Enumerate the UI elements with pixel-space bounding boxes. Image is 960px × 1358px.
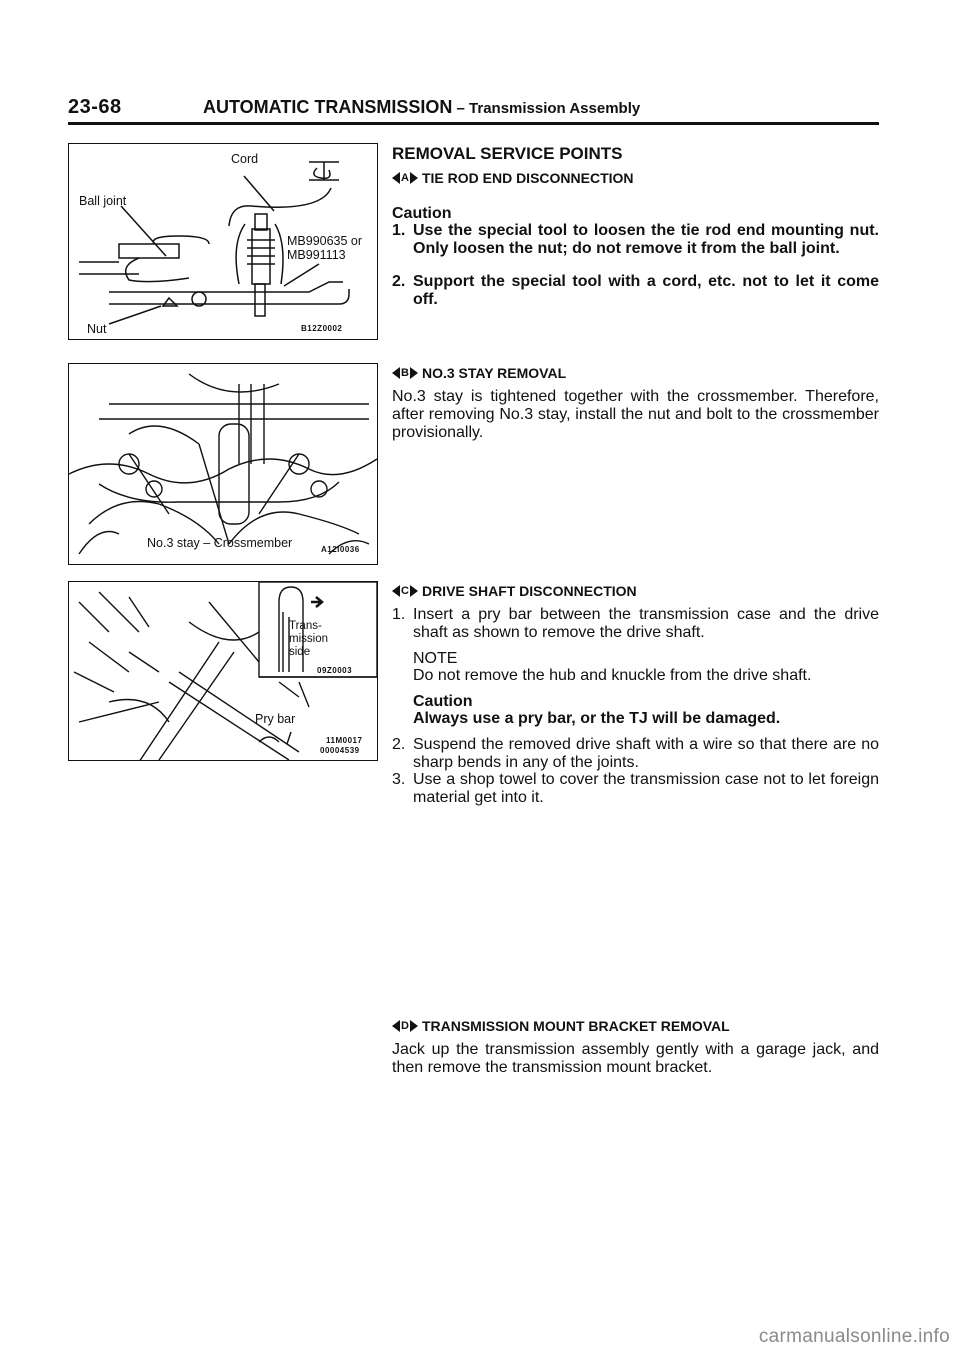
- item-text: Suspend the removed drive shaft with a wire so that there are no sharp bends in any of the joints.: [413, 736, 879, 771]
- section-b-title-text: NO.3 STAY REMOVAL: [421, 365, 567, 381]
- item-number: 2.: [392, 273, 406, 290]
- section-b-paragraph: No.3 stay is tightened together with the crossmember. Therefore, after removing No.3 stay, install the nut and bolt to the crossmember provisionally.: [392, 388, 879, 441]
- label-no3-stay: [147, 536, 292, 550]
- label-side: side: [289, 646, 311, 658]
- section-a-item-2: [392, 273, 879, 309]
- badge-d: D: [392, 1020, 418, 1032]
- header-main-title: AUTOMATIC TRANSMISSION: [203, 97, 453, 117]
- label-crossmember: Crossmember: [213, 536, 293, 550]
- section-c-title-text: DRIVE SHAFT DISCONNECTION: [421, 583, 637, 599]
- label-trans: Trans-: [289, 620, 322, 632]
- header-title: [203, 97, 640, 118]
- item-number: 3.: [392, 771, 406, 788]
- figure-tie-rod-end: [68, 143, 378, 340]
- caution-text: Always use a pry bar, or the TJ will be damaged.: [413, 710, 781, 727]
- section-a-title-text: TIE ROD END DISCONNECTION: [421, 170, 634, 186]
- caution-label: Caution: [413, 693, 473, 710]
- item-number: 1.: [392, 222, 406, 239]
- label-ball-joint: Ball joint: [79, 194, 127, 208]
- item-text: Support the special tool with a cord, etc. not to let it come off.: [413, 273, 879, 308]
- section-c-title: [392, 583, 637, 599]
- item-text: Use the special tool to loosen the tie rod end mounting nut. Only loosen the nut; do not remove it from the ball joint.: [413, 222, 879, 257]
- item-text: Use a shop towel to cover the transmission case not to let foreign material get into it.: [413, 771, 879, 806]
- watermark: carmanualsonline.info: [758, 1326, 950, 1347]
- header-rule: [68, 122, 879, 125]
- section-d-title-text: TRANSMISSION MOUNT BRACKET REMOVAL: [421, 1018, 730, 1034]
- label-nut: Nut: [87, 322, 107, 336]
- page-number: 23-68: [68, 96, 122, 118]
- no3-stay-illustration: [69, 364, 377, 564]
- section-c-item-1: [392, 606, 879, 642]
- item-number: 1.: [392, 606, 406, 623]
- section-d-title: [392, 1018, 730, 1034]
- label-tool-number-alt: MB991113: [287, 248, 346, 262]
- section-b-title: [392, 365, 566, 381]
- section-a-title: [392, 170, 634, 186]
- figure-no3-stay: [68, 363, 378, 565]
- label-cord: Cord: [231, 152, 259, 166]
- figure-code: A12I0036: [321, 545, 360, 554]
- note-label: NOTE: [413, 650, 458, 667]
- label-no3-stay-text: No.3 stay: [147, 536, 200, 550]
- figure-drive-shaft: [68, 581, 378, 761]
- header-separator: –: [452, 100, 470, 117]
- section-a-item-1: [392, 222, 879, 258]
- note-text: Do not remove the hub and knuckle from the drive shaft.: [413, 667, 812, 684]
- header-subtitle: Transmission Assembly: [469, 100, 641, 117]
- label-tool-number: MB990635 or: [287, 234, 363, 248]
- section-a-caution-label: Caution: [392, 205, 452, 222]
- section-c-item-3: [392, 771, 879, 807]
- inset-code: 09Z0003: [317, 666, 353, 675]
- label-dash: –: [203, 536, 211, 550]
- figure-code-1: 11M0017: [326, 736, 363, 745]
- item-number: 2.: [392, 736, 406, 753]
- label-mission: mission: [289, 633, 328, 645]
- item-text: Insert a pry bar between the transmission case and the drive shaft as shown to remove the drive shaft.: [413, 606, 879, 641]
- section-c-item-2: [392, 736, 879, 772]
- section-heading: REMOVAL SERVICE POINTS: [392, 144, 623, 163]
- figure-code-2: 00004539: [320, 746, 360, 755]
- badge-b: B: [392, 367, 418, 379]
- badge-c: C: [392, 585, 418, 597]
- section-d-paragraph: Jack up the transmission assembly gently with a garage jack, and then remove the transmission mount bracket.: [392, 1041, 879, 1076]
- figure-code: B12Z0002: [301, 324, 343, 333]
- label-pry-bar: Pry bar: [255, 712, 296, 726]
- badge-a: A: [392, 172, 418, 184]
